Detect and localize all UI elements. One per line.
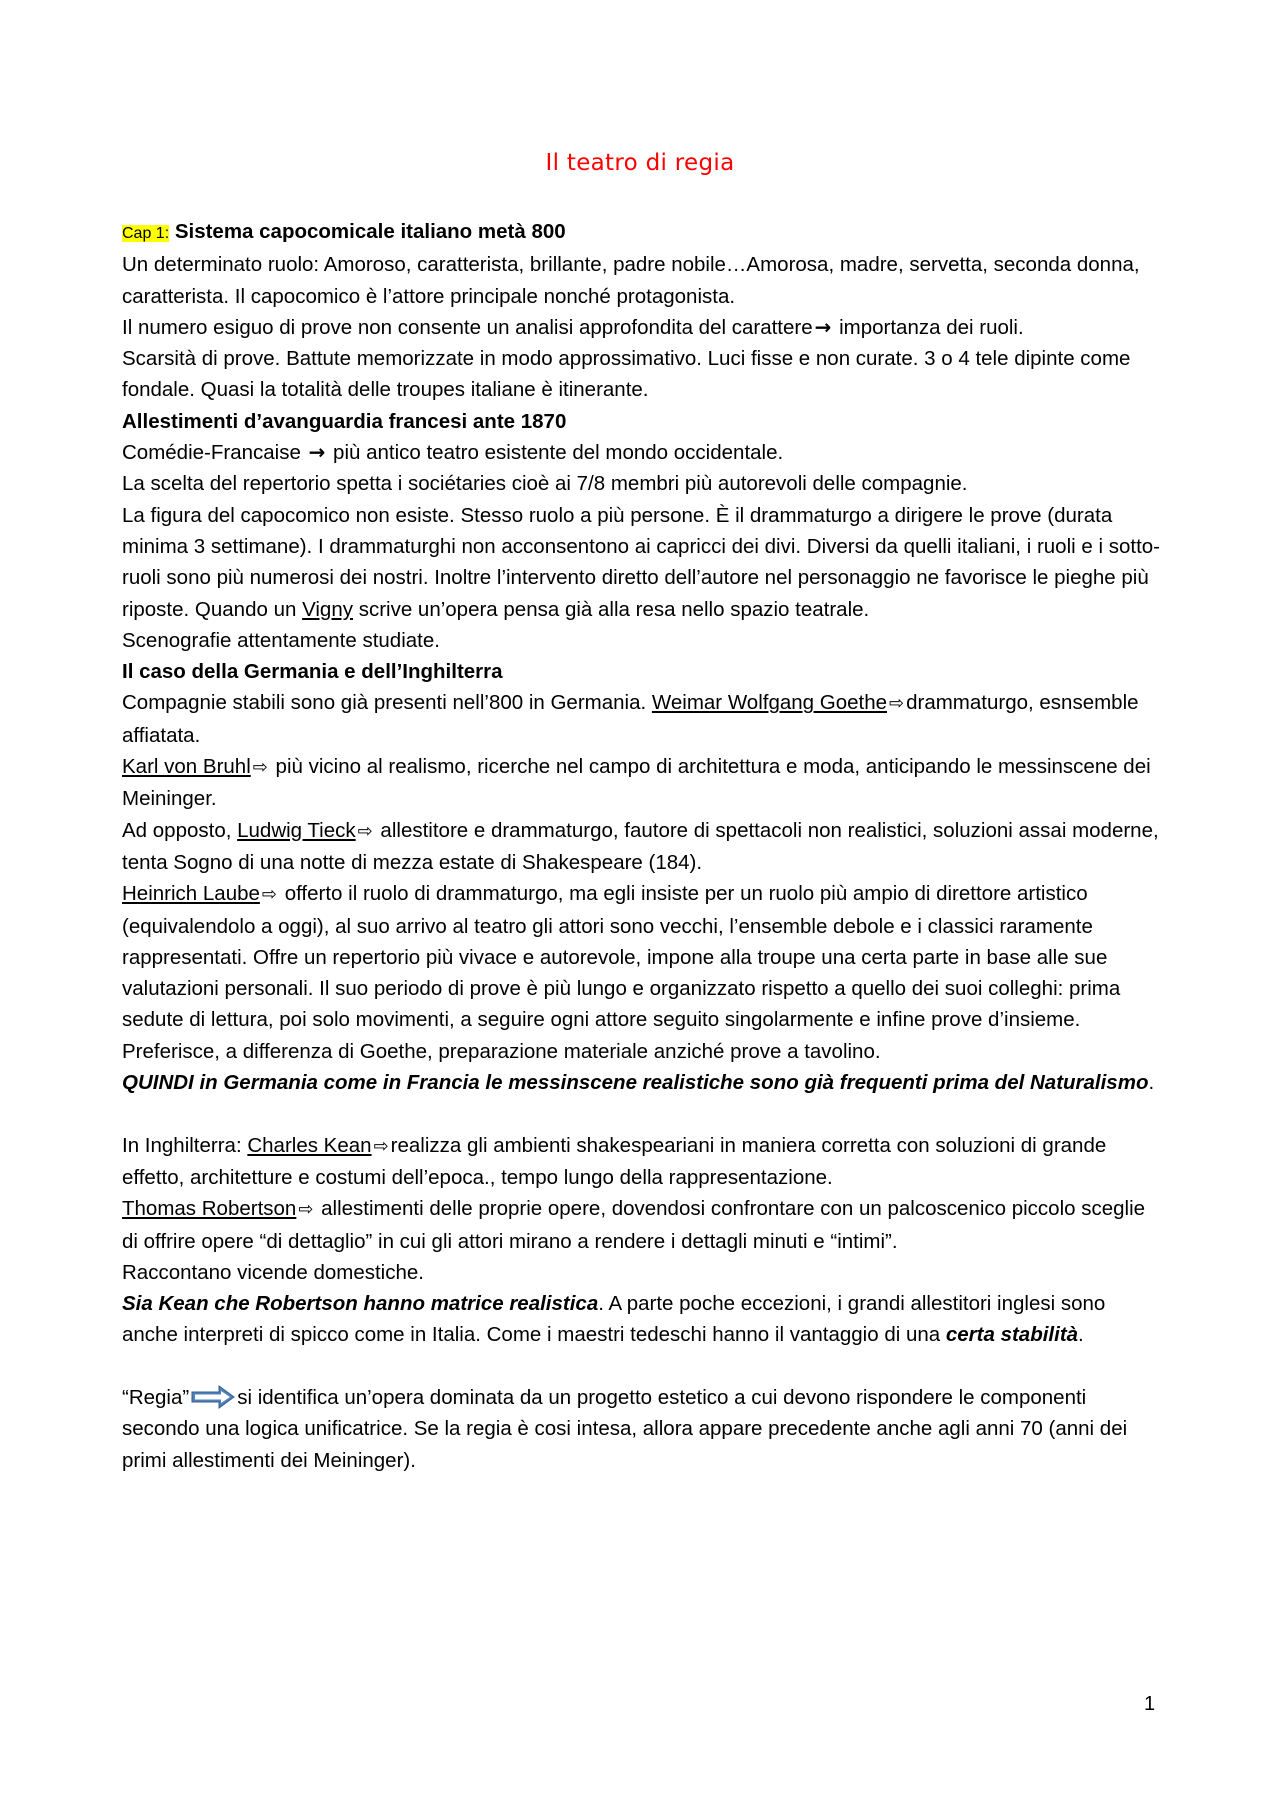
outline-arrow-right-icon: ⇨ [889,693,905,715]
document-title: Il teatro di regia [545,150,735,176]
section-heading-germany-england: Il caso della Germania e dell’Inghilterra [122,660,503,684]
paragraph [122,1382,1162,1476]
paragraph [122,751,1162,815]
outline-arrow-right-icon: ⇨ [261,884,277,906]
text-run: allestitore e drammaturgo, fautore di spettacoli non realistici, soluzioni assai moderne, tenta Sogno di una notte di mezza estate di Shakespeare (184). [122,818,1159,874]
text-run: Compagnie stabili sono già presenti nell’800 in Germania. [122,691,652,715]
underlined-name: Charles Kean [247,1133,372,1157]
text-run: In Inghilterra: [122,1133,248,1157]
paragraph [122,687,1162,751]
paragraph [122,312,1162,343]
arrow-right-icon: → [308,440,326,465]
page-number: 1 [1144,1693,1156,1715]
outline-arrow-right-icon: ⇨ [252,757,268,779]
text-run: realizza gli ambienti shakespeariani in maniera corretta con soluzioni di grande effetto, architetture e costumi dell’epoca., tempo lungo della rappresentazione. [122,1133,1107,1189]
text-run: La figura del capocomico non esiste. Stesso ruolo a più persone. È il drammaturgo a dirigere le prove (durata minima 3 settimane). I drammaturghi non acconsentono ai capricci dei divi. Diversi da quelli italiani, i ruoli e i sotto-ruoli sono più numerosi dei nostri. Inoltre l’intervento diretto dell’autore nel personaggio ne favorisce le pieghe più riposte. Quando un [122,503,1160,621]
paragraph [122,1130,1162,1194]
paragraph [122,437,1162,468]
block-arrow-right-icon [191,1385,235,1409]
chapter-label: Cap 1: [122,225,170,242]
outline-arrow-right-icon: ⇨ [373,1135,389,1157]
arrow-right-icon: → [814,314,832,339]
text-run: Ad opposto, [122,818,238,842]
text-run: “Regia” [122,1385,190,1409]
text-run: . [1078,1323,1084,1347]
section-title: Sistema capocomicale italiano metà 800 [169,220,566,243]
outline-arrow-right-icon: ⇨ [357,820,373,842]
text-run: più vicino al realismo, ricerche nel campo di architettura e moda, anticipando le messinscene dei Meininger. [122,755,1151,811]
paragraph [122,1067,1162,1098]
blank-line [122,1351,1162,1382]
underlined-name: Heinrich Laube [122,882,260,906]
text-run: allestimenti delle proprie opere, dovendosi confrontare con un palcoscenico piccolo sceglie di offrire opere “di dettaglio” in cui gli attori mirano a rendere i dettagli minuti e “intimi”. [122,1197,1146,1253]
text-run: importanza dei ruoli. [833,315,1024,339]
blank-line [122,1098,1162,1129]
paragraph: Scenografie attentamente studiate. [122,628,440,652]
text-run: scrive un’opera pensa già alla resa nello spazio teatrale. [353,597,870,621]
outline-arrow-right-icon: ⇨ [298,1199,314,1221]
text-run: Il numero esiguo di prove non consente un analisi approfondita del carattere [122,315,813,339]
text-run: drammaturgo, esnsemble affiatata. [122,691,1139,747]
emphasis-text: certa stabilità [945,1323,1079,1347]
section-heading-cap1 [122,216,1162,249]
underlined-name: Vigny [302,597,353,621]
underlined-name: Weimar Wolfgang Goethe [651,691,887,715]
emphasis-text: QUINDI in Germania come in Francia le messinscene realistiche sono già frequenti prima del Naturalismo [122,1071,1149,1095]
paragraph [122,1288,1162,1351]
paragraph [122,815,1162,879]
underlined-name: Thomas Robertson [122,1197,297,1221]
text-run: offerto il ruolo di drammaturgo, ma egli insiste per un ruolo più ampio di direttore artistico (equivalendolo a oggi), al suo arrivo al teatro gli attori sono vecchi, l’ensemble debole e i classici raramente rappresentati. Offre un repertorio più vivace e autorevole, impone alla troupe una certa parte in base alle sue valutazioni personali. Il suo periodo di prove è più lungo e organizzato rispetto a quello dei suoi colleghi: prima sedute di lettura, poi solo movimenti, a seguire ogni attore seguito singolarmente e infine prove d’insieme. Preferisce, a differenza di Goethe, preparazione materiale anziché prove a tavolino. [122,882,1121,1063]
paragraph: Un determinato ruolo: Amoroso, caratterista, brillante, padre nobile…Amorosa, madre, servetta, seconda donna, caratterista. Il capocomico è l’attore principale nonché protagonista. [122,253,1140,308]
paragraph [122,1193,1162,1257]
emphasis-text: Sia Kean che Robertson hanno matrice realistica [122,1292,599,1316]
text-run: . [1148,1071,1155,1095]
section-heading-france: Allestimenti d’avanguardia francesi ante 1870 [122,409,567,433]
paragraph [122,878,1162,1067]
document-body [122,216,1162,1476]
text-run: si identifica un’opera dominata da un progetto estetico a cui devono rispondere le componenti secondo una logica unificatrice. Se la regia è cosi intesa, allora appare precedente anche agli anni 70 (anni dei primi allestimenti dei Meininger). [122,1385,1128,1472]
underlined-name: Karl von Bruhl [122,755,251,779]
text-run: Comédie-Francaise [122,441,307,465]
paragraph: Scarsità di prove. Battute memorizzate in modo approssimativo. Luci fisse e non curate. 3 o 4 tele dipinte come fondale. Quasi la totalità delle troupes italiane è itinerante. [122,347,1131,402]
underlined-name: Ludwig Tieck [237,818,356,842]
paragraph: La scelta del repertorio spetta i sociétaries cioè ai 7/8 membri più autorevoli delle compagnie. [122,472,968,496]
paragraph: Raccontano vicende domestiche. [122,1260,424,1284]
text-run: . A parte poche eccezioni, i grandi allestitori inglesi sono anche interpreti di spicco come in Italia. Come i maestri tedeschi hanno il vantaggio di una [122,1292,1106,1347]
text-run: più antico teatro esistente del mondo occidentale. [327,441,784,465]
paragraph [122,500,1162,625]
